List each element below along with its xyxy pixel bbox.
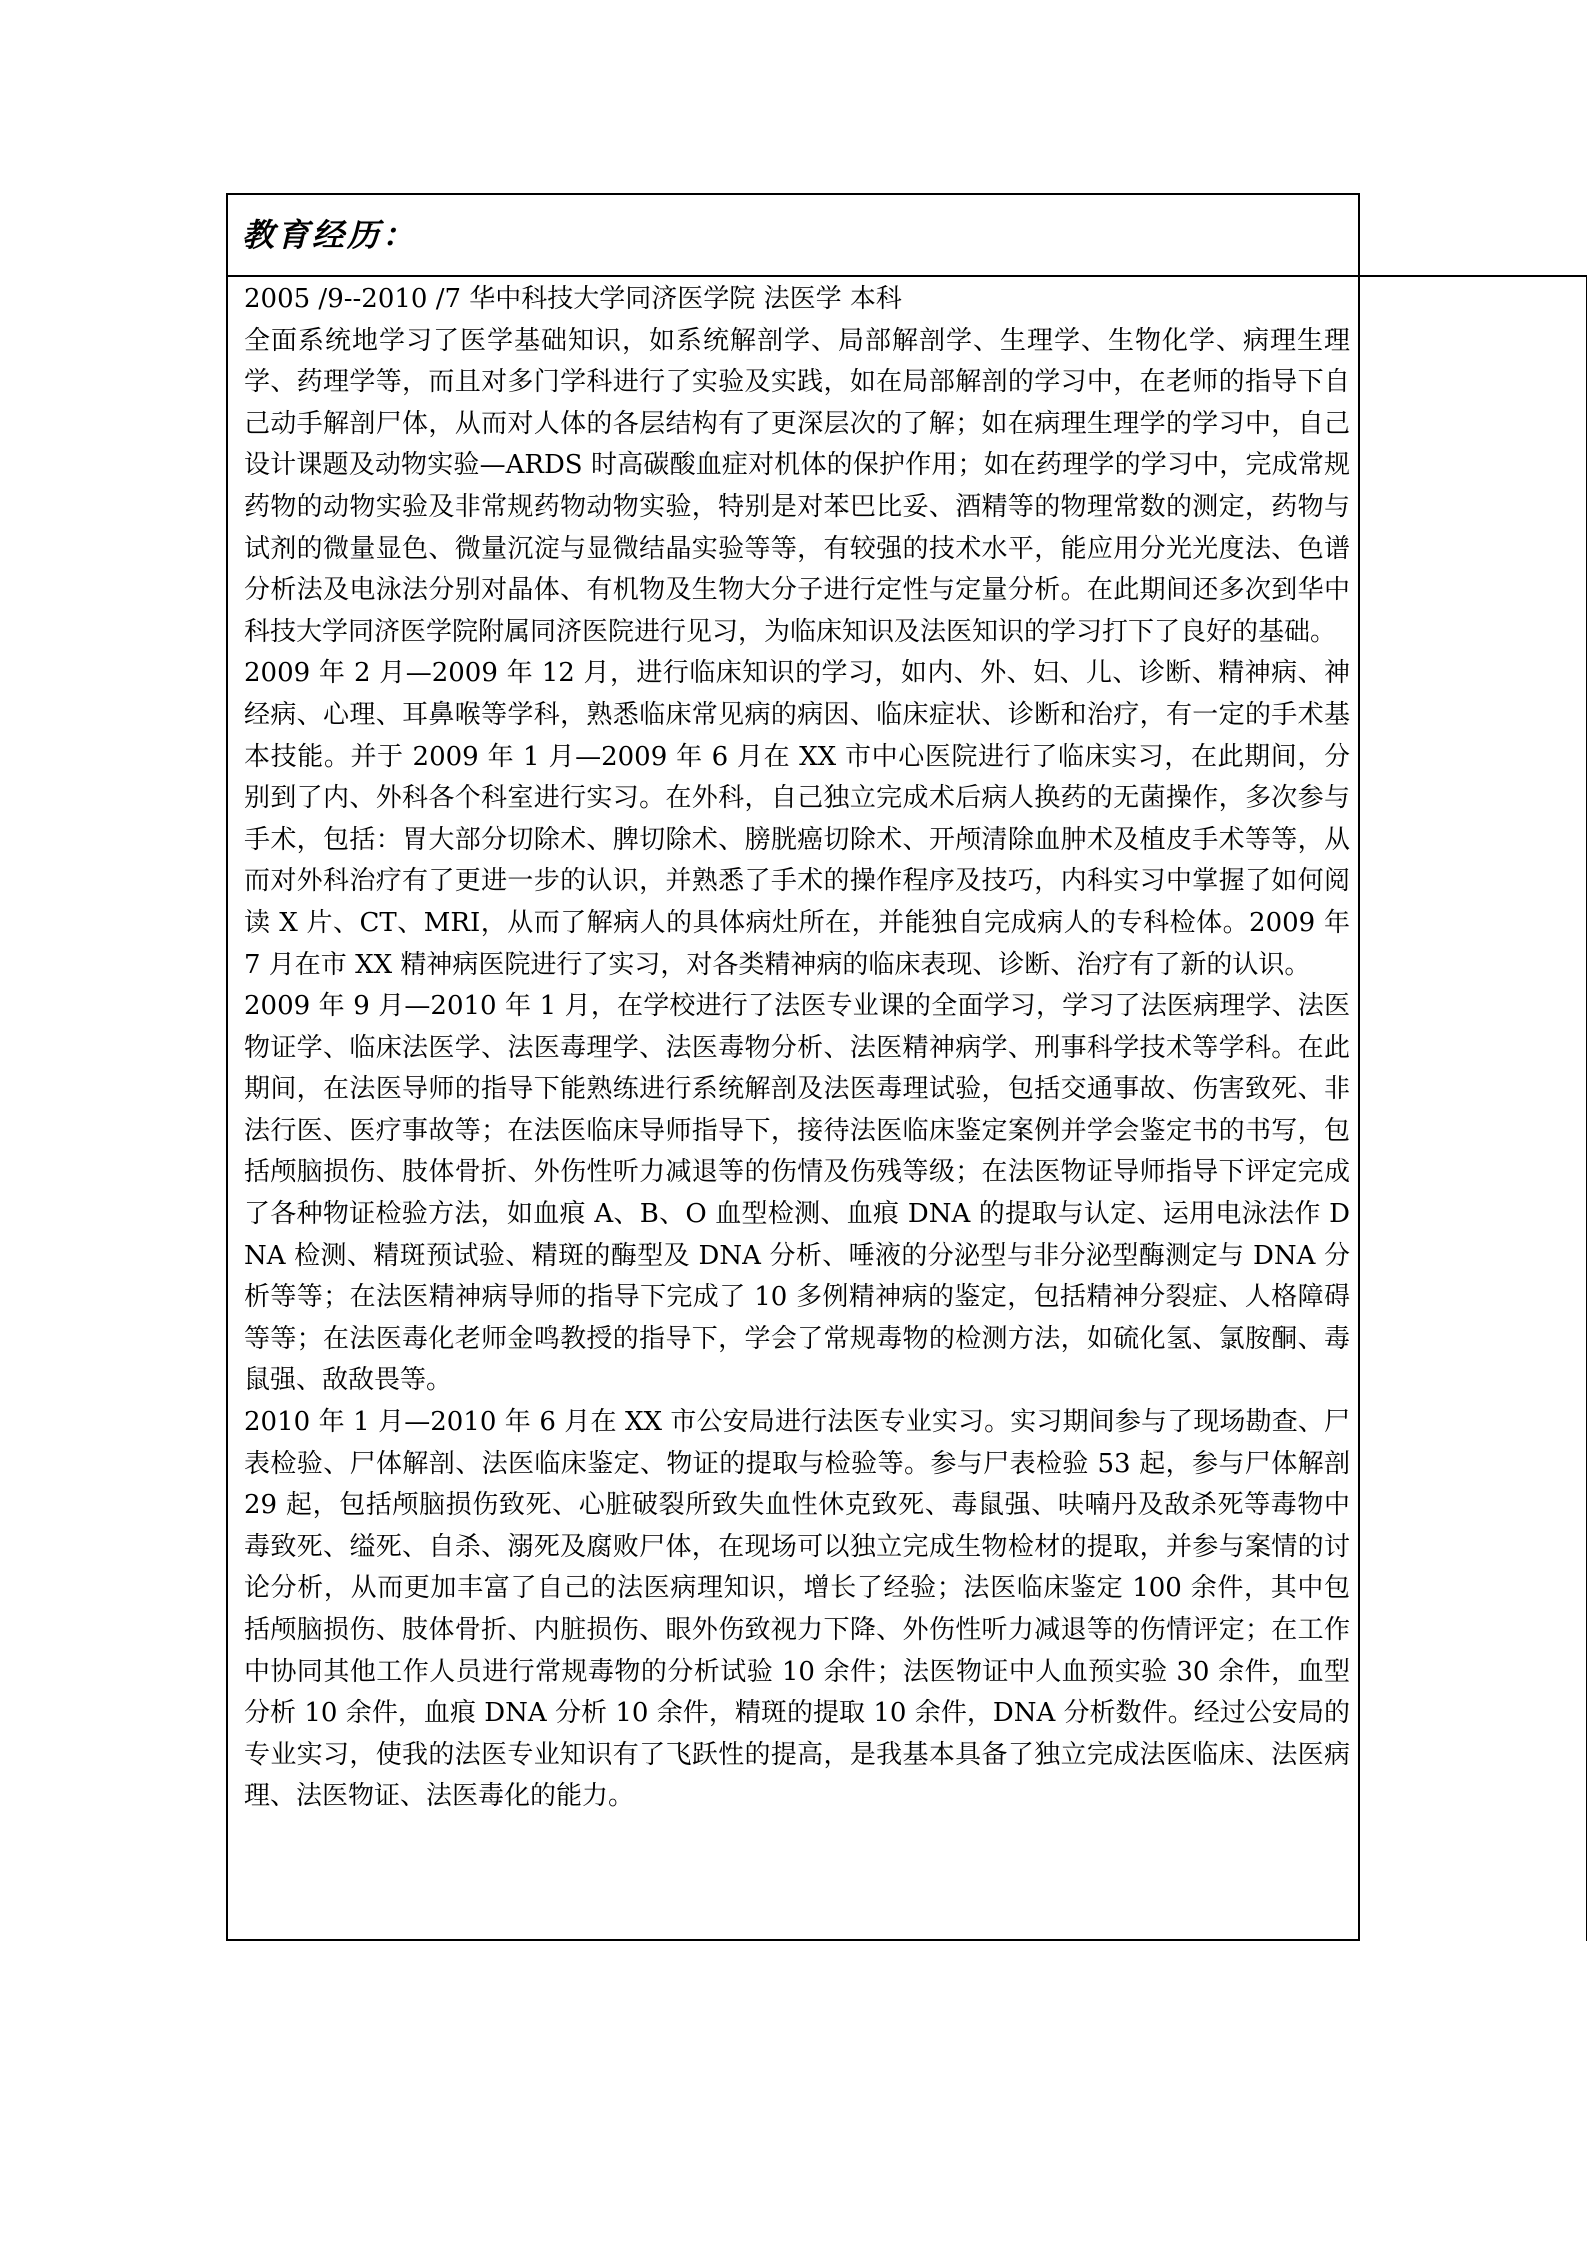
education-entry: 2005 /9--2010 /7 华中科技大学同济医学院 法医学 本科 (244, 284, 902, 314)
education-paragraph-clinical: 2009 年 2 月—2009 年 12 月，进行临床知识的学习，如内、外、妇、儿、诊断、精神病、神经病、心理、耳鼻喉等学科，熟悉临床常见病的病因、临床症状、诊断和治疗，有一定的手术基本技能。并于 2009 年 1 月—2009 年 6 月在 XX 市中心医院进行了临床实习，在此期间，分别到了内、外科各个科室进行实习。在外科，自己独立完成术后病人换药的无菌操作，多次参与手术，包括：胃大部分切除术、脾切除术、膀胱癌切除术、开颅清除血肿术及植皮手术等等，从而对外科治疗有了更进一步的认识，并熟悉了手术的操作程序及技巧，内科实习中掌握了如何阅读 X 片、CT、MRI，从而了解病人的具体病灶所在，并能独自完成病人的专科检体。2009 年 7 月在市 XX 精神病医院进行了实习，对各类精神病的临床表现、诊断、治疗有了新的认识。 (244, 658, 1350, 980)
section-header (226, 193, 1360, 277)
table-right-divider (1360, 275, 1587, 277)
education-paragraph-forensic-study: 2009 年 9 月—2010 年 1 月，在学校进行了法医专业课的全面学习，学习了法医病理学、法医物证学、临床法医学、法医毒理学、法医毒物分析、法医精神病学、刑事科学技术等学科。在此期间，在法医导师的指导下能熟练进行系统解剖及法医毒理试验，包括交通事故、伤害致死、非法行医、医疗事故等；在法医临床导师指导下，接待法医临床鉴定案例并学会鉴定书的书写，包括颅脑损伤、肢体骨折、外伤性听力减退等的伤情及伤残等级；在法医物证导师指导下评定完成了各种物证检验方法，如血痕 A、B、O 血型检测、血痕 DNA 的提取与认定、运用电泳法作 DNA 检测、精斑预试验、精斑的酶型及 DNA 分析、唾液的分泌型与非分泌型酶测定与 DNA 分析等等；在法医精神病导师的指导下完成了 10 多例精神病的鉴定，包括精神分裂症、人格障碍等等；在法医毒化老师金鸣教授的指导下，学会了常规毒物的检测方法，如硫化氢、氯胺酮、毒鼠强、敌敌畏等。 (244, 991, 1350, 1396)
education-table (226, 193, 1587, 1941)
section-title: 教育经历： (242, 216, 418, 254)
education-paragraph-internship: 2010 年 1 月—2010 年 6 月在 XX 市公安局进行法医专业实习。实习期间参与了现场勘查、尸表检验、尸体解剖、法医临床鉴定、物证的提取与检验等。参与尸表检验 53 起，参与尸体解剖 29 起，包括颅脑损伤致死、心脏破裂所致失血性休克致死、毒鼠强、呋喃丹及敌杀死等毒物中毒致死、缢死、自杀、溺死及腐败尸体，在现场可以独立完成生物检材的提取，并参与案情的讨论分析，从而更加丰富了自己的法医病理知识，增长了经验；法医临床鉴定 100 余件，其中包括颅脑损伤、肢体骨折、内脏损伤、眼外伤致视力下降、外伤性听力减退等的伤情评定；在工作中协同其他工作人员进行常规毒物的分析试验 10 余件；法医物证中人血预实验 30 余件，血型分析 10 余件，血痕 DNA 分析 10 余件，精斑的提取 10 余件，DNA 分析数件。经过公安局的专业实习，使我的法医专业知识有了飞跃性的提高，是我基本具备了独立完成法医临床、法医病理、法医物证、法医毒化的能力。 (244, 1407, 1350, 1812)
education-paragraph-coursework: 全面系统地学习了医学基础知识，如系统解剖学、局部解剖学、生理学、生物化学、病理生理学、药理学等，而且对多门学科进行了实验及实践，如在局部解剖的学习中，在老师的指导下自己动手解剖尸体，从而对人体的各层结构有了更深层次的了解；如在病理生理学的学习中，自己设计课题及动物实验—ARDS 时高碳酸血症对机体的保护作用；如在药理学的学习中，完成常规药物的动物实验及非常规药物动物实验，特别是对苯巴比妥、酒精等的物理常数的测定，药物与试剂的微量显色、微量沉淀与显微结晶实验等等，有较强的技术水平，能应用分光光度法、色谱分析法及电泳法分别对晶体、有机物及生物大分子进行定性与定量分析。在此期间还多次到华中科技大学同济医学院附属同济医院进行见习，为临床知识及法医知识的学习打下了良好的基础。 (244, 325, 1350, 647)
education-content (244, 279, 1350, 1818)
education-content-cell (226, 275, 1360, 1941)
